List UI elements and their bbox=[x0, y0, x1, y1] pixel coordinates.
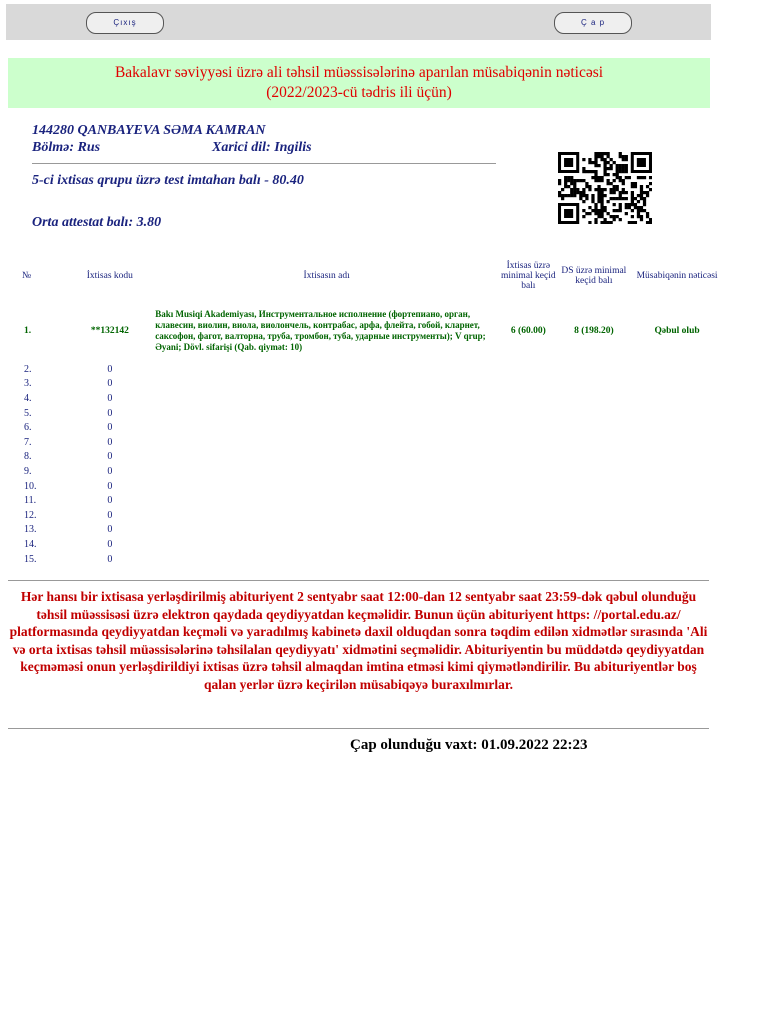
row-min-score bbox=[498, 377, 559, 392]
row-num: 13. bbox=[24, 524, 37, 536]
col-header-ds-score: DS üzrə minimal keçid balı bbox=[561, 266, 627, 286]
row-code: 0 bbox=[107, 465, 113, 477]
row-ds-score bbox=[559, 537, 630, 552]
row-code: 0 bbox=[107, 480, 113, 492]
row-min-score bbox=[498, 479, 559, 494]
row-min-score bbox=[498, 435, 559, 450]
row-ds-score bbox=[559, 391, 630, 406]
row-num: 3. bbox=[24, 378, 32, 390]
row-result bbox=[629, 523, 725, 538]
result-banner bbox=[8, 58, 710, 108]
col-header-code: İxtisas kodu bbox=[86, 271, 133, 281]
table-row bbox=[10, 537, 725, 552]
row-specialty-name bbox=[155, 537, 498, 552]
row-result bbox=[629, 464, 725, 479]
row-ds-score bbox=[559, 552, 630, 567]
row-code: 0 bbox=[107, 422, 113, 434]
row-specialty-name bbox=[155, 552, 498, 567]
row-min-score bbox=[498, 508, 559, 523]
row-min-score: 6 (60.00) bbox=[510, 326, 546, 336]
row-code: 0 bbox=[107, 524, 113, 536]
row-specialty-name bbox=[155, 391, 498, 406]
row-num: 1. bbox=[24, 326, 32, 336]
row-result bbox=[629, 362, 725, 377]
row-code: 0 bbox=[107, 553, 113, 565]
row-min-score bbox=[498, 420, 559, 435]
row-specialty-name bbox=[155, 450, 498, 465]
row-ds-score bbox=[559, 435, 630, 450]
row-result bbox=[629, 493, 725, 508]
col-header-num: № bbox=[22, 271, 32, 281]
applicant-section: Bölmə: Rus bbox=[32, 140, 101, 155]
divider bbox=[8, 580, 709, 581]
row-num: 11. bbox=[24, 495, 37, 507]
row-ds-score bbox=[559, 362, 630, 377]
registration-notice: Hər hansı bir ixtisasa yerləşdirilmiş abituriyent 2 sentyabr saat 12:00-dan 12 sentyabr saat 23:59-dək qəbul olunduğu təhsil müəssisəsi üzrə elektron qaydada qeydiyyatdan keçməlidir. Bunun üçün abituriyent https: //portal.edu.az/ platformasında qeydiyyatdan keçməli və yaradılmış kabinetə daxil olduqdan sonra təqdim edilən xidmətlər sırasında 'Ali və orta ixtisas təhsil müəssisələrinə təhsilalan qeydiyyatı' xidmətini seçməlidir. Abituriyentin bu müddətdə qeydiyyatdan keçməməsi onun yerləşdirildiyi ixtisas üzrə təhsil almaqdan imtina etməsi kimi qiymətləndirilir. Bu abituriyentlər boş qalan yerlər üzrə keçirilən müsabiqəyə buraxılmırlar. bbox=[9, 589, 708, 692]
row-ds-score bbox=[559, 493, 630, 508]
row-result bbox=[629, 508, 725, 523]
printed-timestamp: Çap olunduğu vaxt: 01.09.2022 22:23 bbox=[350, 737, 588, 753]
row-specialty-name: Bakı Musiqi Akademiyası, Инструментальное исполнение (фортепиано, орган, клавесин, виолин, виола, виолончель, контрабас, арфа, флейта, гобой, кларнет, саксофон, фагот, валторна, труба, тромбон, туба, ударные инструменты); V qrup; Əyani; Dövl. sifarişi (Qab. qiymət: 10) bbox=[155, 309, 486, 352]
row-min-score bbox=[498, 450, 559, 465]
row-num: 5. bbox=[24, 407, 32, 419]
divider bbox=[32, 163, 496, 164]
row-min-score bbox=[498, 391, 559, 406]
col-header-name: İxtisasın adı bbox=[303, 271, 350, 281]
row-result bbox=[629, 435, 725, 450]
test-score: 5-ci ixtisas qrupu üzrə test imtahan balı - 80.40 bbox=[32, 173, 304, 188]
row-result bbox=[629, 420, 725, 435]
table-row bbox=[10, 391, 725, 406]
banner-year: (2022/2023-cü tədris ili üçün) bbox=[266, 84, 452, 101]
divider bbox=[8, 728, 709, 729]
row-num: 8. bbox=[24, 451, 32, 463]
row-num: 4. bbox=[24, 392, 32, 404]
table-row bbox=[10, 464, 725, 479]
row-ds-score bbox=[559, 464, 630, 479]
table-row bbox=[10, 362, 725, 377]
row-code: 0 bbox=[107, 509, 113, 521]
row-ds-score bbox=[559, 406, 630, 421]
row-specialty-name bbox=[155, 493, 498, 508]
col-header-min-score: İxtisas üzrə minimal keçid balı bbox=[501, 261, 556, 291]
row-num: 2. bbox=[24, 363, 32, 375]
exit-button[interactable]: Çıxış bbox=[86, 12, 164, 34]
row-result bbox=[629, 391, 725, 406]
results-table bbox=[10, 252, 725, 566]
row-num: 9. bbox=[24, 465, 32, 477]
table-row bbox=[10, 479, 725, 494]
row-num: 6. bbox=[24, 422, 32, 434]
row-code: 0 bbox=[107, 451, 113, 463]
row-ds-score: 8 (198.20) bbox=[574, 326, 614, 336]
row-code: 0 bbox=[107, 495, 113, 507]
row-result bbox=[629, 450, 725, 465]
table-row bbox=[10, 508, 725, 523]
row-code: 0 bbox=[107, 378, 113, 390]
table-row bbox=[10, 450, 725, 465]
row-min-score bbox=[498, 552, 559, 567]
banner-title: Bakalavr səviyyəsi üzrə ali təhsil müəssisələrinə aparılan müsabiqənin nəticəsi bbox=[114, 64, 604, 81]
row-ds-score bbox=[559, 508, 630, 523]
table-row bbox=[10, 552, 725, 567]
table-row bbox=[10, 435, 725, 450]
row-min-score bbox=[498, 406, 559, 421]
row-min-score bbox=[498, 523, 559, 538]
row-specialty-name bbox=[155, 479, 498, 494]
row-ds-score bbox=[559, 377, 630, 392]
table-row bbox=[10, 406, 725, 421]
table-row bbox=[10, 493, 725, 508]
row-specialty-name bbox=[155, 523, 498, 538]
print-button[interactable]: Ç a p bbox=[554, 12, 632, 34]
row-specialty-name bbox=[155, 377, 498, 392]
row-num: 10. bbox=[24, 480, 37, 492]
row-num: 15. bbox=[24, 553, 37, 565]
row-num: 12. bbox=[24, 509, 37, 521]
row-min-score bbox=[498, 464, 559, 479]
row-code: 0 bbox=[107, 407, 113, 419]
top-toolbar bbox=[6, 4, 711, 40]
row-code: 0 bbox=[107, 363, 113, 375]
applicant-foreign-language: Xarici dil: Ingilis bbox=[212, 140, 312, 155]
row-result bbox=[629, 537, 725, 552]
row-num: 14. bbox=[24, 538, 37, 550]
row-num: 7. bbox=[24, 436, 32, 448]
row-result bbox=[629, 377, 725, 392]
table-row bbox=[10, 523, 725, 538]
row-specialty-name bbox=[155, 508, 498, 523]
row-specialty-name bbox=[155, 406, 498, 421]
row-ds-score bbox=[559, 450, 630, 465]
row-specialty-name bbox=[155, 464, 498, 479]
applicant-id-name: 144280 QANBAYEVA SƏMA KAMRAN bbox=[32, 123, 266, 138]
row-code: 0 bbox=[107, 538, 113, 550]
row-ds-score bbox=[559, 420, 630, 435]
col-header-result: Müsabiqənin nəticəsi bbox=[636, 271, 718, 281]
row-min-score bbox=[498, 362, 559, 377]
row-specialty-name bbox=[155, 420, 498, 435]
row-specialty-name bbox=[155, 362, 498, 377]
row-result bbox=[629, 406, 725, 421]
table-row bbox=[10, 300, 725, 362]
row-code: 0 bbox=[107, 436, 113, 448]
row-specialty-name bbox=[155, 435, 498, 450]
row-ds-score bbox=[559, 479, 630, 494]
row-ds-score bbox=[559, 523, 630, 538]
row-code: 0 bbox=[107, 392, 113, 404]
attestat-score: Orta attestat balı: 3.80 bbox=[32, 215, 162, 230]
qr-code-icon bbox=[558, 152, 652, 224]
row-min-score bbox=[498, 537, 559, 552]
table-row bbox=[10, 377, 725, 392]
row-min-score bbox=[498, 493, 559, 508]
row-result bbox=[629, 479, 725, 494]
row-code: **132142 bbox=[90, 326, 129, 336]
table-row bbox=[10, 420, 725, 435]
row-result: Qəbul olub bbox=[654, 326, 700, 336]
row-result bbox=[629, 552, 725, 567]
